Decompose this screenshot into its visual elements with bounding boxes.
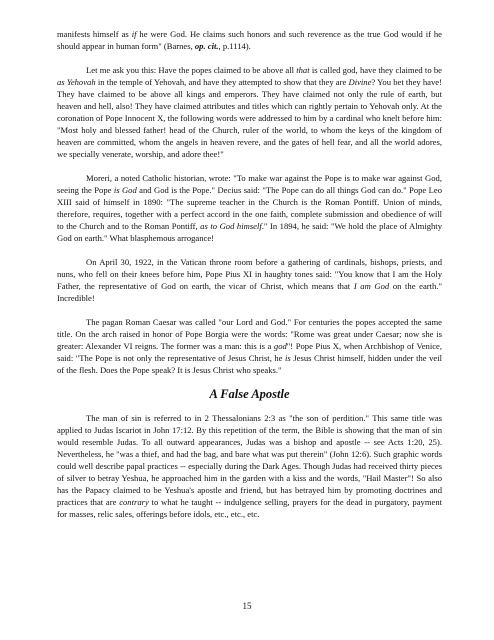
text-run: ." In 1894, he said: "We hold the place of Almighty God on earth." What blasphemous arrogance! <box>57 221 442 243</box>
text-run: as Yehovah <box>57 77 96 87</box>
text-run: Jesus Christ himself, hidden under the veil of the flesh. Does the Pope speak? It is Jesus Christ who speaks." <box>57 353 442 375</box>
text-run: god <box>273 341 287 351</box>
text-run: on the earth." Incredible! <box>57 281 442 303</box>
text-run: is <box>285 353 291 363</box>
paragraph-5 <box>57 316 442 376</box>
text-run: On April 30, 1922, in the Vatican throne room before a gathering of cardinals, bishops, priests, and nuns, who fell on their knees before him, Pope Pius XI in haughty tones said: "You know that I am the Holy Father, the representative of God on earth, the vicar of Christ, which means that <box>57 257 442 291</box>
text-run: if <box>131 29 137 39</box>
text-run: I am God <box>353 281 390 291</box>
text-run: is God <box>113 185 137 195</box>
page-number: 15 <box>242 601 252 611</box>
text-run: , p.1114). <box>218 41 251 51</box>
text-run: Moreri, a noted Catholic historian, wrote: "To make war against the Pope is to make war against God, seeing the Pope <box>57 173 442 195</box>
text-run: Let me ask you this: Have the popes claimed to be above all <box>86 65 297 75</box>
text-run: is called god, have they claimed to be <box>309 65 442 75</box>
text-run: The man of sin is referred to in 2 Thessalonians 2:3 as "the son of perdition." This same title was applied to Judas Iscariot in John 17:12. By this repetition of the term, the Bible is showing that the man of sin would resemble Judas. To all outward appearances, Judas was a bishop and apostle -- see Acts 1:20, 25). Nevertheless, he "was a thief, and had the bag, and bare what was put therein" (John 12:6). Such graphic words could well describe papal practices -- especially during the Dark Ages. Though Judas had received thirty pieces of silver to betray Yeshua, he approached him in the garden with a kiss and the words, "Hail Master"! So also has the Papacy claimed to be Yeshua's apostle and friend, but has betrayed him by promoting doctrines and practices that are <box>57 413 442 507</box>
text-run: as to God himself <box>200 221 262 231</box>
section-heading: A False Apostle <box>209 387 290 401</box>
text-run: he were God. He claims such honors and such reverence as the true God would if he should appear in human form" (Barnes, <box>57 29 442 51</box>
paragraph-2 <box>57 64 442 160</box>
text-run: The pagan Roman Caesar was called "our Lord and God." For centuries the popes accepted the same title. On the arch raised in honor of Pope Borgia were the words: "Rome was great under Caesar; now she is greater: Alexander VI reigns. The former was a man: this is a <box>57 317 442 351</box>
paragraph-1 <box>57 28 442 52</box>
text-run: that <box>296 65 310 75</box>
text-run: to what he taught -- indulgence selling, prayers for the dead in purgatory, payment for masses, relic sales, offerings before idols, etc., etc., etc. <box>57 497 443 519</box>
paragraph-6 <box>57 412 442 520</box>
text-run: manifests himself as <box>57 29 132 39</box>
text-run: in the temple of Yehovah, and have they attempted to show that they are <box>95 77 349 87</box>
text-run: ? You bet they have! They have claimed to be above all kings and emperors. They have claimed not only the rule of earth, but heaven and hell, also! They have claimed attributes and titles which can rightly pertain to Yehovah only. At the coronation of Pope Innocent X, the following words were addressed to him by a cardinal who knelt before him: "Most holy and blessed father! head of the Church, ruler of the world, to whom the keys of the kingdom of heaven are committed, whom the angels in heaven revere, and the gates of hell fear, and all the world adores, we specially venerate, worship, and adore thee!" <box>57 77 442 159</box>
text-run: Divine <box>348 77 372 87</box>
text-run: contrary <box>119 497 149 507</box>
text-run: "! Pope Pius X, when Archbishop of Venice, said: "The Pope is not only the representative of Jesus Christ, he <box>57 341 443 363</box>
paragraph-3 <box>57 172 442 244</box>
text-run: and God is the Pope." Decius said: "The Pope can do all things God can do." Pope Leo XIII said of himself in 1890: "The supreme teacher in the Church is the Roman Pontiff. Union of minds, therefore, requires, together with a perfect accord in the one faith, complete submission and obedience of will to the Church and to the Roman Pontiff, <box>57 185 443 231</box>
paragraph-4 <box>57 256 442 304</box>
text-run: op. cit. <box>194 41 219 51</box>
